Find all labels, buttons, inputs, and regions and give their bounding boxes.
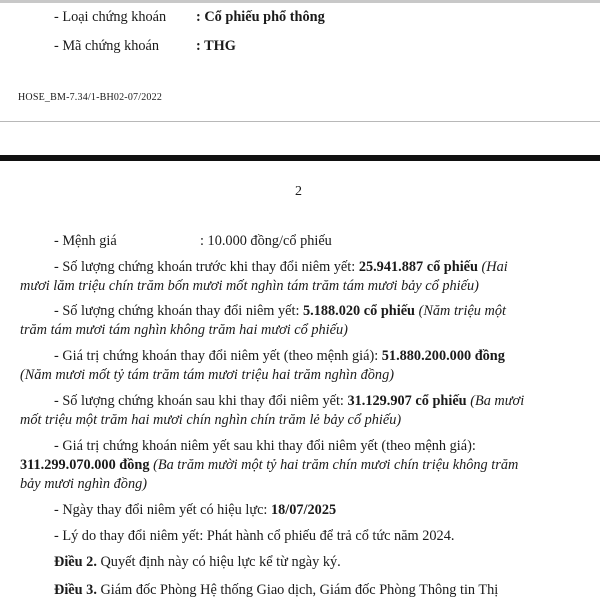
effective-date-value: 18/07/2025 xyxy=(270,502,337,518)
par-value-value: : 10.000 đồng/cổ phiếu xyxy=(200,233,332,249)
article-3 xyxy=(54,581,498,600)
page-number: 2 xyxy=(295,184,302,199)
before-quantity-words: (Hai xyxy=(481,259,508,275)
change-quantity-label: - Số lượng chứng khoán thay đổi niêm yết: xyxy=(54,303,300,319)
change-quantity-value: 5.188.020 cổ phiếu xyxy=(303,303,416,319)
article-2 xyxy=(54,553,341,572)
form-code: HOSE_BM-7.34/1-BH02-07/2022 xyxy=(18,92,163,103)
security-code-value: : THG xyxy=(196,38,236,54)
after-quantity-words: (Ba mươi xyxy=(470,393,525,409)
after-value-paragraph xyxy=(20,437,580,494)
page-border-thin xyxy=(0,121,600,122)
article-3-label: Điều 3. xyxy=(54,582,97,598)
after-quantity-label: - Số lượng chứng khoán sau khi thay đổi niêm yết: xyxy=(54,393,344,409)
article-2-text: Quyết định này có hiệu lực kể từ ngày ký. xyxy=(100,554,341,570)
after-quantity-paragraph xyxy=(20,392,580,430)
after-value-label: - Giá trị chứng khoán niêm yết sau khi thay đổi niêm yết (theo mệnh giá): xyxy=(54,438,476,454)
after-quantity-words-cont: mốt triệu một trăm hai mươi chín nghìn chín trăm lẻ bảy cổ phiếu) xyxy=(20,412,402,428)
after-value-words: (Ba trăm mười một tỷ hai trăm chín mươi chín triệu không trăm xyxy=(153,457,519,473)
article-2-label: Điều 2. xyxy=(54,554,97,570)
par-value-label: - Mệnh giá xyxy=(54,233,117,249)
change-quantity-words-cont: trăm tám mươi tám nghìn không trăm hai mươi cổ phiếu) xyxy=(20,322,348,338)
security-type-value: : Cổ phiếu phổ thông xyxy=(196,9,325,25)
after-value-value: 311.299.070.000 đồng xyxy=(20,457,150,473)
article-3-text: Giám đốc Phòng Hệ thống Giao dịch, Giám đốc Phòng Thông tin Thị xyxy=(100,582,499,598)
before-quantity-words-cont: mươi lăm triệu chín trăm bốn mươi mốt nghìn tám trăm tám mươi bảy cổ phiếu) xyxy=(20,278,479,294)
security-code-label: - Mã chứng khoán xyxy=(54,38,160,54)
change-quantity-paragraph xyxy=(20,302,580,340)
security-type-label: - Loại chứng khoán xyxy=(54,9,167,25)
change-value-label: - Giá trị chứng khoán thay đổi niêm yết (theo mệnh giá): xyxy=(54,348,379,364)
change-reason: - Lý do thay đổi niêm yết: Phát hành cổ phiếu để trả cổ tức năm 2024. xyxy=(54,528,455,544)
change-quantity-words: (Năm triệu một xyxy=(418,303,506,319)
before-quantity-paragraph xyxy=(20,258,580,296)
change-value-value: 51.880.200.000 đồng xyxy=(381,348,505,364)
effective-date-line xyxy=(54,501,336,520)
after-quantity-value: 31.129.907 cổ phiếu xyxy=(347,393,467,409)
before-quantity-label: - Số lượng chứng khoán trước khi thay đổi niêm yết: xyxy=(54,259,356,275)
effective-date-label: - Ngày thay đổi niêm yết có hiệu lực: xyxy=(54,502,268,518)
change-value-paragraph xyxy=(20,347,580,385)
after-value-words-cont: bảy mươi nghìn đồng) xyxy=(20,476,148,492)
change-value-words: (Năm mươi mốt tỷ tám trăm tám mươi triệu hai trăm nghìn đồng) xyxy=(20,367,394,383)
page-separator xyxy=(0,155,600,161)
before-quantity-value: 25.941.887 cổ phiếu xyxy=(358,259,478,275)
top-edge xyxy=(0,0,600,3)
